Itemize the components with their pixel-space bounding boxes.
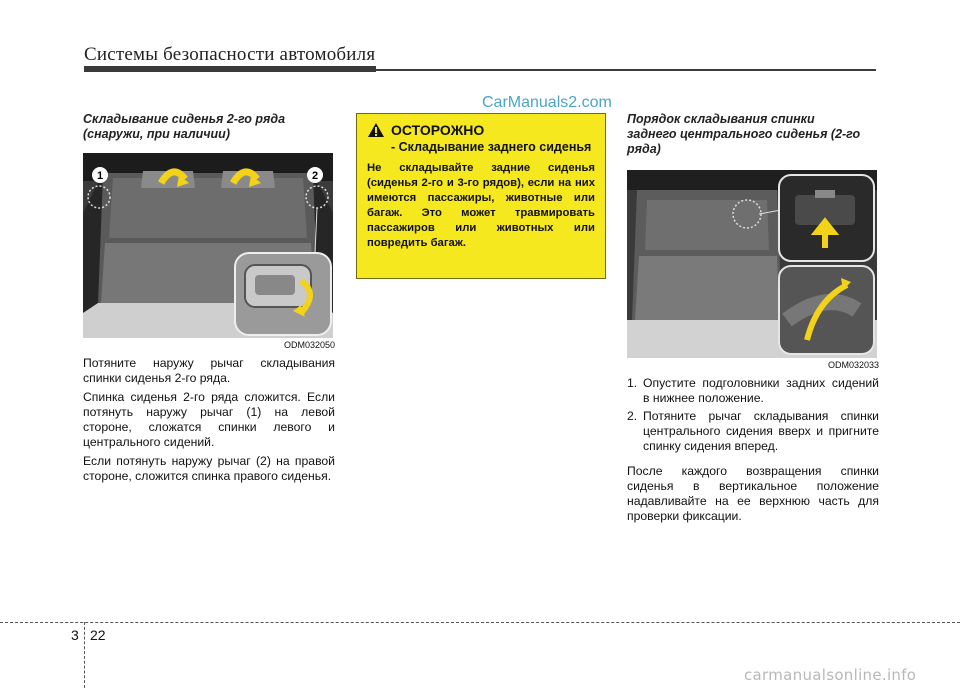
warning-body: Не складывайте задние сиденья (сиденья 2-го и 3-го рядов), если на них имеются пассажиры, животные или багаж. Это может травмировать пассажиров или животных или повредить багаж. — [367, 162, 595, 249]
right-paragraph: После каждого возвращения спинки сиденья в вертикальное положение надавливайте на ее верхнюю часть для проверки фиксации. — [627, 464, 879, 523]
right-image-code: ODM032033 — [827, 360, 879, 370]
center-seat-photo — [627, 170, 877, 358]
page-number: 22 — [90, 627, 106, 643]
warning-header — [367, 122, 595, 138]
steps-list — [627, 376, 879, 454]
header-rule-thick — [84, 66, 376, 72]
footer-divider-vertical — [84, 622, 85, 688]
left-image-code: ODM032050 — [283, 340, 335, 350]
warning-box — [356, 113, 606, 279]
center-seat-illustration — [627, 170, 877, 358]
left-paragraph-1: Потяните наружу рычаг складывания спинки сиденья 2-го ряда. — [83, 356, 335, 385]
warning-title: ОСТОРОЖНО — [391, 122, 485, 138]
callout-1: 1 — [96, 170, 104, 182]
step-text: Опустите подголовники задних сидений в нижнее положение. — [643, 376, 879, 405]
page-header-title: Системы безопасности автомобиля — [84, 44, 376, 65]
step-number: 2. — [627, 409, 638, 423]
section-number: 3 — [71, 627, 79, 643]
left-column — [83, 112, 335, 488]
warning-triangle-icon — [367, 122, 385, 138]
left-paragraph-2: Спинка сиденья 2-го ряда сложится. Если потянуть наружу рычаг (1) на левой стороне, сложатся спинки левого и центрального сидений. — [83, 390, 335, 449]
cargo-area-photo — [83, 153, 333, 338]
list-item — [627, 409, 879, 454]
callout-2: 2 — [311, 170, 319, 182]
right-column — [627, 112, 879, 528]
step-text: Потяните рычаг складывания спинки центрального сидения вверх и пригните спинку сидения вперед. — [643, 409, 879, 453]
watermark-link[interactable]: CarManuals2.com — [482, 94, 612, 111]
footer-divider-horizontal — [0, 622, 960, 623]
left-section-heading: Складывание сиденья 2-го ряда (снаружи, при наличии) — [83, 112, 286, 141]
cargo-area-illustration — [83, 153, 333, 338]
warning-subtitle: - Складывание заднего сиденья — [391, 140, 592, 154]
step-number: 1. — [627, 376, 638, 390]
list-item — [627, 376, 879, 406]
right-section-heading: Порядок складывания спинки заднего центрального сиденья (2-го ряда) — [627, 112, 861, 156]
header-rule-thin — [376, 69, 876, 71]
footer-watermark-link[interactable]: carmanualsonline.info — [744, 666, 917, 684]
left-paragraph-3: Если потянуть наружу рычаг (2) на правой стороне, сложится спинка правого сиденья. — [83, 454, 335, 483]
